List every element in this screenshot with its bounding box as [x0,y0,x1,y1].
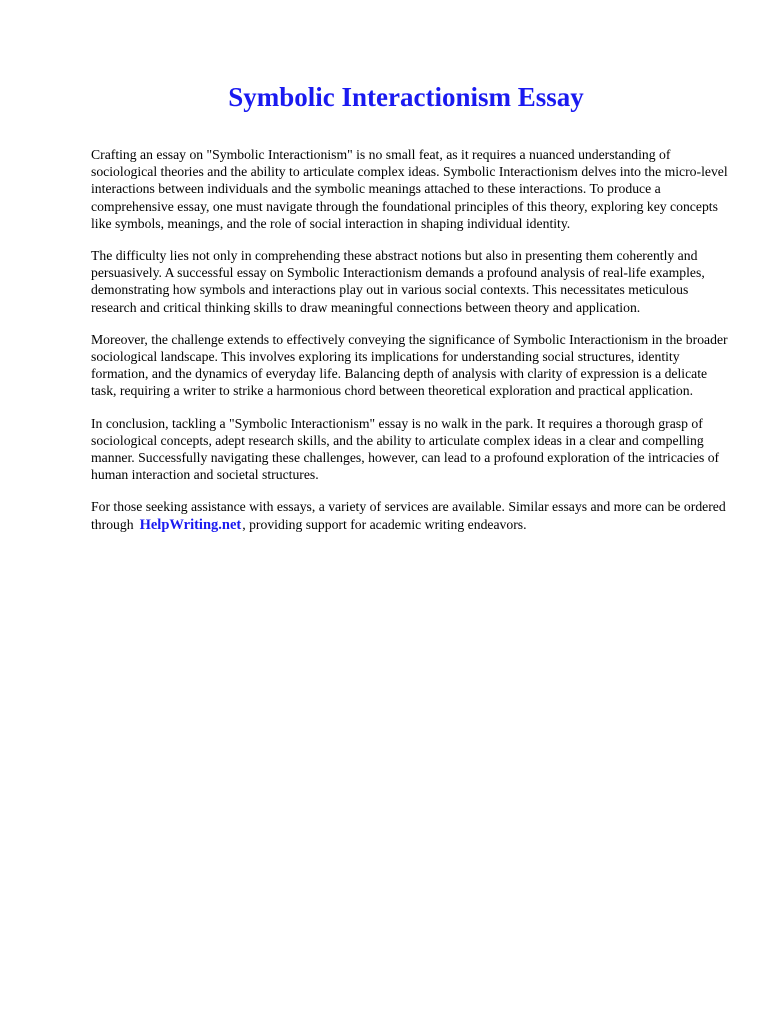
paragraph-significance: Moreover, the challenge extends to effectively conveying the significance of Symbolic Interactionism in the broader sociological landscape. This involves exploring its implications for understanding social structures, identity formation, and the dynamics of everyday life. Balancing depth of analysis with clarity of expression is a delicate task, requiring a writer to strike a harmonious chord between theoretical exploration and practical application. [91,331,728,399]
paragraph-conclusion: In conclusion, tackling a "Symbolic Interactionism" essay is no walk in the park. It requires a thorough grasp of sociological concepts, adept research skills, and the ability to articulate complex ideas in a clear and compelling manner. Successfully navigating these challenges, however, can lead to a profound exploration of the intricacies of human interaction and societal structures. [91,415,720,483]
closing-text-after-link: , providing support for academic writing endeavors. [242,516,527,532]
document-title: Symbolic Interactionism Essay [228,82,584,112]
paragraph-difficulty: The difficulty lies not only in comprehending these abstract notions but also in presenting them coherently and persuasively. A successful essay on Symbolic Interactionism demands a profound analysis of real-life examples, demonstrating how symbols and interactions play out in various social contexts. This necessitates meticulous research and critical thinking skills to draw meaningful connections between theory and application. [91,248,705,315]
helpwriting-link[interactable]: HelpWriting.net [139,516,242,533]
paragraph-closing [91,498,731,533]
document-body [91,146,731,549]
paragraph-intro: Crafting an essay on "Symbolic Interactionism" is no small feat, as it requires a nuanced understanding of sociological theories and the ability to articulate complex ideas. Symbolic Interactionism delves into the micro-level interactions between individuals and the symbolic meanings attached to these interactions. To produce a comprehensive essay, one must navigate through the foundational principles of this theory, exploring key concepts like symbols, meanings, and the role of social interaction in shaping individual identity. [91,147,728,231]
closing-text-before-link: For those seeking assistance with essays, a variety of services are available. Similar essays and more can be ordered through [91,499,726,532]
